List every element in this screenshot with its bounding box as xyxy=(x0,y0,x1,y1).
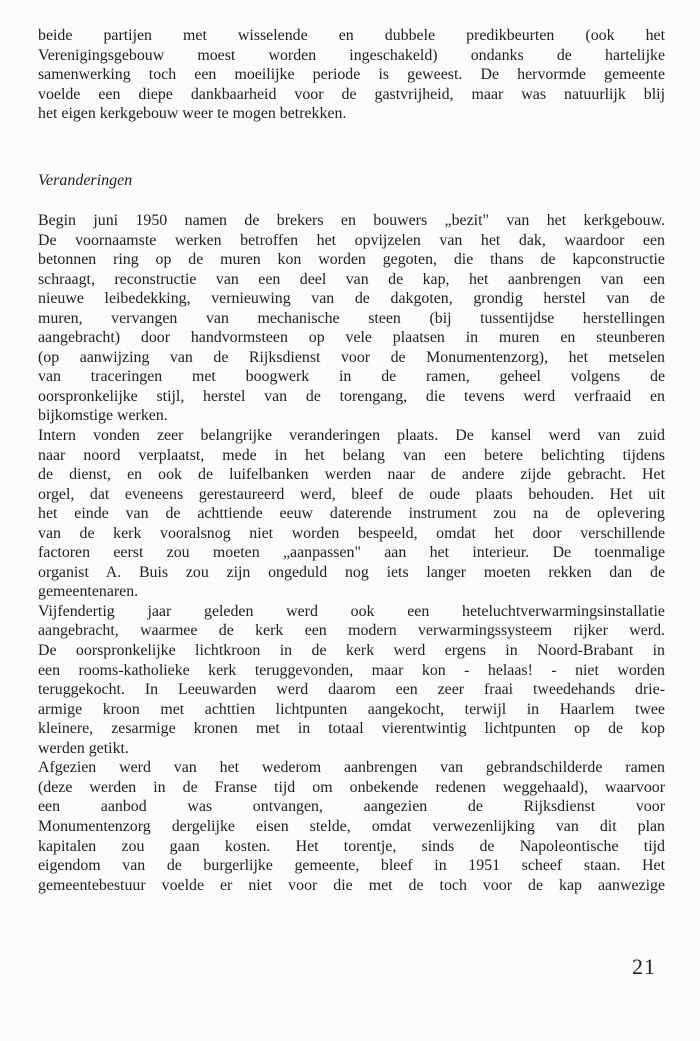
paragraph xyxy=(38,758,665,895)
text-line: kapitalen zou gaan kosten. Het torentje, sinds de Napoleontische tijd xyxy=(38,837,665,855)
text-line: nieuwe leibedekking, vernieuwing van de dakgoten, grondig herstel van de xyxy=(38,290,665,308)
text-line: organist A. Buis zou zijn ongeduld nog iets langer moeten rekken dan de xyxy=(38,563,665,581)
text-line: gemeentebestuur voelde er niet voor die met de toch voor de kap aanwezige xyxy=(38,876,665,894)
text-line: een aanbod was ontvangen, aangezien de Rijksdienst voor xyxy=(38,798,665,816)
text-line: het eigen kerkgebouw weer te mogen betrekken. xyxy=(38,105,347,123)
text-line: gemeentenaren. xyxy=(38,583,139,601)
text-line: werden getikt. xyxy=(38,739,129,757)
text-line: Verenigingsgebouw moest worden ingeschakeld) ondanks de hartelijke xyxy=(38,46,665,64)
text-line: Monumentenzorg dergelijke eisen stelde, omdat verwezenlijking van dit plan xyxy=(38,817,665,835)
text-line: voelde een diepe dankbaarheid voor de gastvrijheid, maar was natuurlijk blij xyxy=(38,85,665,103)
text-line: kleinere, zesarmige kronen met in totaal vierentwintig lichtpunten op de kop xyxy=(38,720,665,738)
intro-paragraph xyxy=(38,26,665,124)
text-line: Vijfendertig jaar geleden werd ook een heteluchtverwarmingsinstallatie xyxy=(38,602,665,620)
text-line: Afgezien werd van het wederom aanbrengen van gebrandschilderde ramen xyxy=(38,759,665,777)
text-line: bijkomstige werken. xyxy=(38,407,168,425)
text-line: schraagt, reconstructie van een deel van de kap, het aanbrengen van een xyxy=(38,270,665,288)
text-line: de dienst, en ook de luifelbanken werden naar de andere zijde gebracht. Het xyxy=(38,466,665,484)
text-line: De oorspronkelijke lichtkroon in de kerk werd ergens in Noord-Brabant in xyxy=(38,642,665,660)
text-line: factoren eerst zou moeten „aanpassen" aan het interieur. De toenmalige xyxy=(38,544,665,562)
text-line: armige kroon met achttien lichtpunten aangekocht, terwijl in Haarlem twee xyxy=(38,700,665,718)
text-line: De voornaamste werken betroffen het opvijzelen van het dak, waardoor een xyxy=(38,231,665,249)
section-heading: Veranderingen xyxy=(38,172,133,189)
paragraph xyxy=(38,426,665,602)
text-line: aangebracht) door handvormsteen op vele plaatsen in muren en steunberen xyxy=(38,329,665,347)
text-line: naar noord verplaatst, mede in het belang van een betere belichting tijdens xyxy=(38,446,665,464)
text-line: beide partijen met wisselende en dubbele predikbeurten (ook het xyxy=(38,27,665,44)
text-line: aangebracht, waarmee de kerk een modern verwarmingssysteem rijker werd. xyxy=(38,622,665,640)
text-line: orgel, dat eveneens gerestaureerd werd, bleef de oude plaats behouden. Het uit xyxy=(38,485,665,503)
text-line: Begin juni 1950 namen de brekers en bouwers „bezit" van het kerkgebouw. xyxy=(38,212,665,229)
text-line: (deze werden in de Franse tijd om onbekende redenen weggehaald), waarvoor xyxy=(38,778,665,796)
text-line: van traceringen met boogwerk in de ramen, geheel volgens de xyxy=(38,368,665,386)
text-line: teruggekocht. In Leeuwarden werd daarom een zeer fraai tweedehands drie- xyxy=(38,681,665,699)
text-line: Intern vonden zeer belangrijke veranderingen plaats. De kansel werd van zuid xyxy=(38,427,665,445)
page-number: 21 xyxy=(632,954,656,979)
text-line: betonnen ring op de muren kon worden gegoten, die thans de kapconstructie xyxy=(38,251,665,269)
section-body xyxy=(38,211,665,895)
text-line: het einde van de achttiende eeuw daterende instrument zou na de oplevering xyxy=(38,505,665,523)
text-line: een rooms-katholieke kerk teruggevonden, maar kon - helaas! - niet worden xyxy=(38,661,665,679)
text-line: (op aanwijzing van de Rijksdienst voor de Monumentenzorg), het metselen xyxy=(38,348,665,366)
paragraph xyxy=(38,211,665,426)
text-line: samenwerking toch een moeilijke periode is geweest. De hervormde gemeente xyxy=(38,66,665,84)
text-line: eigendom van de burgerlijke gemeente, bleef in 1951 scheef staan. Het xyxy=(38,857,665,875)
text-line: muren, vervangen van mechanische steen (bij tussentijdse herstellingen xyxy=(38,309,665,327)
text-line: van de kerk vooralsnog niet worden bespeeld, omdat het door verschillende xyxy=(38,524,665,542)
paragraph xyxy=(38,602,665,758)
text-line: oorspronkelijke stijl, herstel van de torengang, die tevens werd verfraaid en xyxy=(38,387,665,405)
